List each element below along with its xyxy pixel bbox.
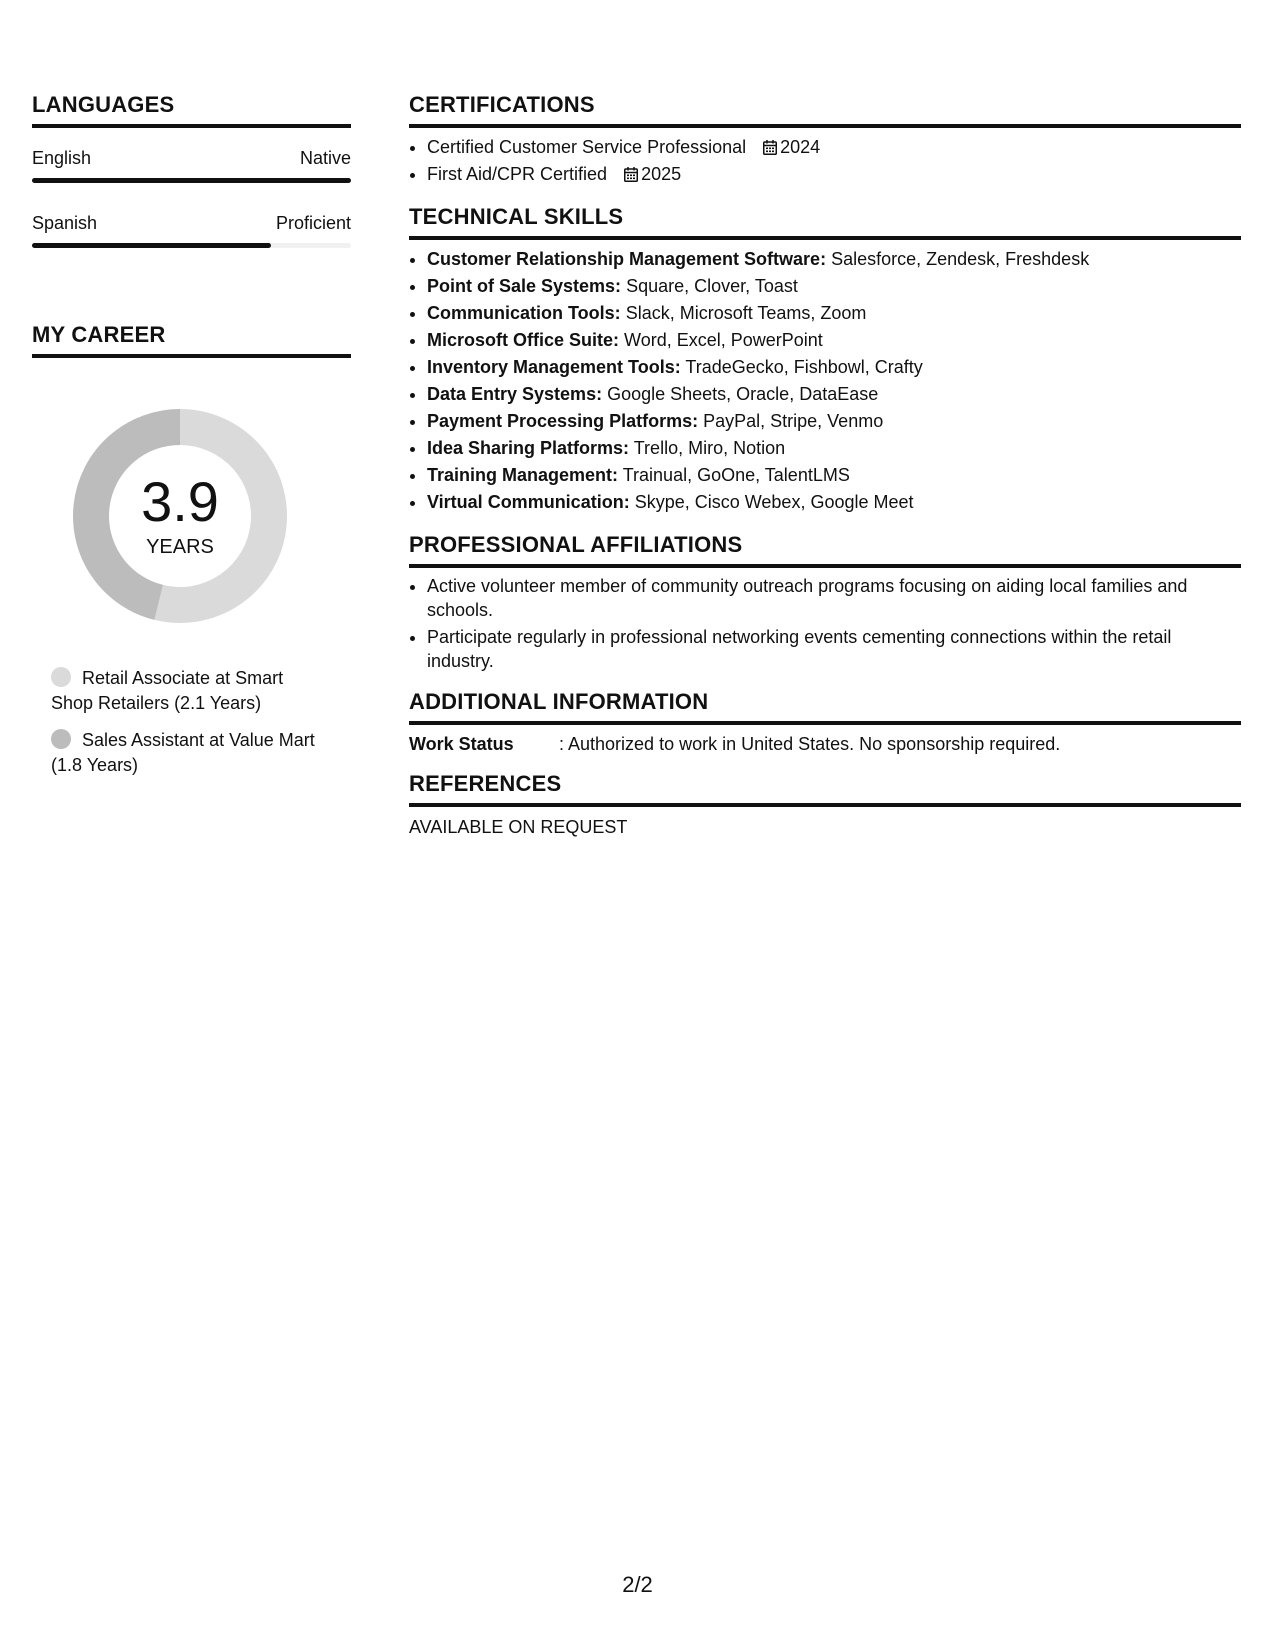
skill-label: Training Management: <box>427 465 619 485</box>
skill-item <box>427 462 1241 489</box>
legend-item <box>51 728 321 778</box>
calendar-icon <box>624 167 638 182</box>
page-number: 2/2 <box>622 1572 653 1597</box>
certification-item <box>427 161 1241 188</box>
calendar-icon <box>763 140 777 155</box>
languages-heading: LANGUAGES <box>32 92 351 128</box>
career-legend <box>51 666 321 778</box>
skill-value: Google Sheets, Oracle, DataEase <box>607 384 879 404</box>
references-heading: REFERENCES <box>409 771 1241 807</box>
language-proficiency-bar <box>32 178 351 183</box>
certification-year: 2024 <box>780 137 821 157</box>
language-name: Spanish <box>32 213 98 233</box>
career-donut-chart <box>66 402 294 630</box>
skill-item <box>427 381 1241 408</box>
language-name: English <box>32 148 92 168</box>
skill-item <box>427 273 1241 300</box>
references-text: AVAILABLE ON REQUEST <box>409 817 628 837</box>
skill-value: Trainual, GoOne, TalentLMS <box>622 465 850 485</box>
skill-value: Salesforce, Zendesk, Freshdesk <box>831 249 1090 269</box>
language-proficiency-fill <box>32 178 351 183</box>
skill-label: Virtual Communication: <box>427 492 630 512</box>
language-level: Proficient <box>275 213 351 233</box>
affiliation-item: • Participate regularly in professional networking events cementing connections within the retail industry. <box>427 625 1241 673</box>
certification-name: First Aid/CPR Certified <box>427 164 608 184</box>
language-proficiency-fill <box>32 243 271 248</box>
right-column <box>409 92 1241 838</box>
skill-item <box>427 327 1241 354</box>
skill-label: Microsoft Office Suite: <box>427 330 620 350</box>
skill-item <box>427 489 1241 516</box>
work-status-value: : Authorized to work in United States. No sponsorship required. <box>559 734 1061 754</box>
technical-skills-heading: TECHNICAL SKILLS <box>409 204 1241 240</box>
skill-value: Trello, Miro, Notion <box>633 438 786 458</box>
affiliations-heading: PROFESSIONAL AFFILIATIONS <box>409 532 1241 568</box>
additional-info-heading: ADDITIONAL INFORMATION <box>409 689 1241 725</box>
left-column <box>32 92 351 790</box>
skill-value: PayPal, Stripe, Venmo <box>703 411 884 431</box>
career-heading: MY CAREER <box>32 322 351 358</box>
legend-label: Retail Associate at Smart Shop Retailers (2.1 Years) <box>51 668 284 713</box>
skill-value: Square, Clover, Toast <box>626 276 798 296</box>
language-item <box>32 148 351 183</box>
skill-label: Communication Tools: <box>427 303 621 323</box>
skill-value: Skype, Cisco Webex, Google Meet <box>634 492 914 512</box>
career-total-years: 3.9 <box>141 470 219 533</box>
certification-year: 2025 <box>641 164 682 184</box>
legend-dot <box>51 729 71 749</box>
skill-label: Customer Relationship Management Software: <box>427 249 827 269</box>
skill-value: Slack, Microsoft Teams, Zoom <box>625 303 867 323</box>
skill-value: TradeGecko, Fishbowl, Crafty <box>685 357 923 377</box>
work-status-label: Work Status <box>409 734 514 754</box>
skill-item <box>427 300 1241 327</box>
language-item <box>32 213 351 248</box>
legend-item <box>51 666 321 716</box>
skill-label: Point of Sale Systems: <box>427 276 622 296</box>
language-level: Native <box>299 148 351 168</box>
career-total-unit: YEARS <box>146 536 214 558</box>
legend-label: Sales Assistant at Value Mart (1.8 Years) <box>51 730 315 775</box>
technical-skills-list <box>409 246 1241 516</box>
skill-label: Inventory Management Tools: <box>427 357 681 377</box>
certification-name: Certified Customer Service Professional <box>427 137 747 157</box>
work-status-row <box>409 734 1241 755</box>
affiliation-item: • Active volunteer member of community outreach programs focusing on aiding local families and schools. <box>427 574 1241 622</box>
skill-item <box>427 354 1241 381</box>
skill-label: Data Entry Systems: <box>427 384 603 404</box>
skill-value: Word, Excel, PowerPoint <box>624 330 823 350</box>
certifications-list <box>409 134 1241 188</box>
language-proficiency-bar <box>32 243 351 248</box>
legend-dot <box>51 667 71 687</box>
skill-label: Payment Processing Platforms: <box>427 411 699 431</box>
skill-label: Idea Sharing Platforms: <box>427 438 630 458</box>
skill-item <box>427 435 1241 462</box>
certification-item <box>427 134 1241 161</box>
affiliations-list <box>409 574 1241 673</box>
skill-item <box>427 246 1241 273</box>
skill-item <box>427 408 1241 435</box>
certifications-heading: CERTIFICATIONS <box>409 92 1241 128</box>
